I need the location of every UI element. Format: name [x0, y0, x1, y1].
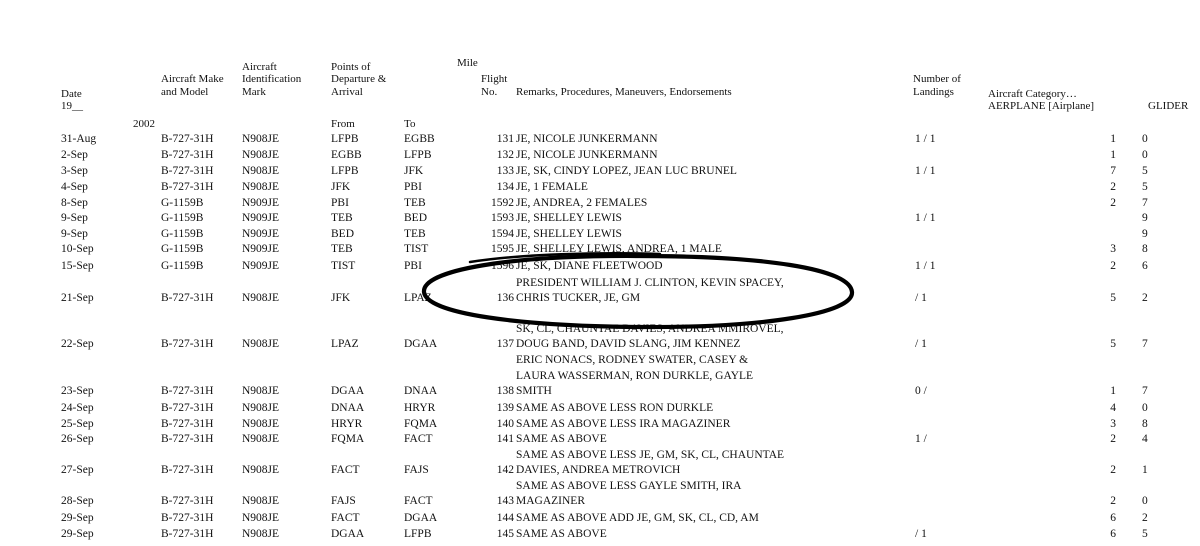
- mark-cell: N909JE: [242, 228, 280, 240]
- remarks-line: SAME AS ABOVE LESS RON DURKLE: [516, 402, 714, 414]
- glider-count-cell: 6: [1142, 260, 1148, 272]
- make-header: Aircraft Make: [161, 73, 224, 85]
- from-cell: LFPB: [331, 165, 359, 177]
- ident-header-2: Identification: [242, 73, 302, 85]
- category-count-cell: 2: [1110, 181, 1116, 193]
- landings-cell: 1 / 1: [915, 133, 936, 145]
- category-count-cell: 1: [1110, 133, 1116, 145]
- from-header: From: [331, 118, 355, 130]
- landings-header-2: Landings: [913, 86, 954, 98]
- remarks-line: SAME AS ABOVE LESS JE, GM, SK, CL, CHAUNTAE: [516, 448, 785, 461]
- to-cell: LFPB: [404, 149, 432, 161]
- to-cell: TEB: [404, 228, 426, 240]
- to-cell: DGAA: [404, 338, 438, 350]
- landings-cell: 1 / 1: [915, 165, 936, 177]
- glider-count-cell: 7: [1142, 338, 1148, 350]
- model-cell: B-727-31H: [161, 433, 214, 445]
- mark-cell: N909JE: [242, 212, 280, 224]
- category-count-cell: 5: [1110, 292, 1116, 304]
- to-cell: BED: [404, 212, 427, 224]
- points-header-3: Arrival: [331, 86, 363, 98]
- mark-cell: N908JE: [242, 418, 280, 430]
- flight-number-cell: 137: [496, 338, 514, 350]
- mark-cell: N908JE: [242, 165, 280, 177]
- landings-cell: / 1: [915, 292, 927, 304]
- mark-cell: N908JE: [242, 464, 280, 476]
- from-cell: JFK: [331, 292, 351, 304]
- to-cell: TEB: [404, 197, 426, 209]
- date-header-19: 19__: [61, 100, 83, 112]
- landings-header: Number of: [913, 73, 961, 85]
- remarks-line: JE, SHELLEY LEWIS: [516, 212, 622, 224]
- from-cell: FAJS: [331, 495, 356, 507]
- glider-count-cell: 7: [1142, 197, 1148, 209]
- date-cell: 9-Sep: [61, 212, 88, 224]
- date-cell: 25-Sep: [61, 418, 94, 430]
- date-cell: 29-Sep: [61, 528, 94, 540]
- glider-count-cell: 2: [1142, 292, 1148, 304]
- model-cell: B-727-31H: [161, 418, 214, 430]
- mark-cell: N908JE: [242, 181, 280, 193]
- date-cell: 4-Sep: [61, 181, 88, 193]
- remarks-line: MAGAZINER: [516, 495, 585, 507]
- landings-cell: / 1: [915, 528, 927, 540]
- to-cell: DNAA: [404, 385, 438, 397]
- to-header: To: [404, 118, 416, 130]
- flight-number-cell: 1592: [491, 197, 514, 209]
- model-cell: G-1159B: [161, 260, 204, 272]
- category-count-cell: 7: [1110, 165, 1116, 177]
- from-cell: LFPB: [331, 133, 359, 145]
- mark-cell: N908JE: [242, 528, 280, 540]
- remarks-line: SAME AS ABOVE ADD JE, GM, SK, CL, CD, AM: [516, 512, 759, 524]
- remarks-line: JE, ANDREA, 2 FEMALES: [516, 197, 648, 209]
- date-cell: 26-Sep: [61, 433, 94, 445]
- category-count-cell: 2: [1110, 260, 1116, 272]
- flight-number-cell: 1594: [491, 228, 514, 240]
- flight-number-cell: 131: [496, 133, 514, 145]
- remarks-line: SAME AS ABOVE: [516, 433, 607, 445]
- remarks-line: CHRIS TUCKER, JE, GM: [516, 292, 641, 304]
- date-cell: 31-Aug: [61, 133, 97, 145]
- mark-cell: N908JE: [242, 512, 280, 524]
- category-count-cell: 2: [1110, 495, 1116, 507]
- glider-count-cell: 5: [1142, 528, 1148, 540]
- model-cell: G-1159B: [161, 228, 204, 240]
- date-cell: 10-Sep: [61, 243, 94, 255]
- remarks-line: SAME AS ABOVE LESS IRA MAGAZINER: [516, 418, 731, 430]
- from-cell: FQMA: [331, 433, 365, 445]
- glider-count-cell: 9: [1142, 212, 1148, 224]
- from-cell: EGBB: [331, 149, 362, 161]
- flight-number-cell: 144: [496, 512, 514, 524]
- from-cell: JFK: [331, 181, 351, 193]
- category-count-cell: 1: [1110, 149, 1116, 161]
- glider-count-cell: 0: [1142, 133, 1148, 145]
- to-cell: DGAA: [404, 512, 438, 524]
- flight-header: Flight: [481, 73, 508, 85]
- remarks-line: SAME AS ABOVE LESS GAYLE SMITH, IRA: [516, 479, 742, 492]
- category-count-cell: 4: [1110, 402, 1116, 414]
- from-cell: TEB: [331, 243, 353, 255]
- mark-cell: N908JE: [242, 133, 280, 145]
- category-count-cell: 1: [1110, 385, 1116, 397]
- remarks-line: SK, CL, CHAUNTAE DAVIES, ANDREA MMIROVEL,: [516, 322, 784, 335]
- model-cell: B-727-31H: [161, 385, 214, 397]
- category-count-cell: 6: [1110, 512, 1116, 524]
- model-cell: B-727-31H: [161, 165, 214, 177]
- to-cell: FAJS: [404, 464, 429, 476]
- date-cell: 29-Sep: [61, 512, 94, 524]
- remarks-line: DAVIES, ANDREA METROVICH: [516, 464, 681, 476]
- to-cell: FQMA: [404, 418, 438, 430]
- from-cell: LPAZ: [331, 338, 359, 350]
- flight-number-cell: 1593: [491, 212, 514, 224]
- model-cell: B-727-31H: [161, 464, 214, 476]
- from-cell: DGAA: [331, 385, 365, 397]
- glider-count-cell: 5: [1142, 165, 1148, 177]
- remarks-line: LAURA WASSERMAN, RON DURKLE, GAYLE: [516, 369, 754, 382]
- date-header: Date: [61, 88, 82, 100]
- glider-count-cell: 5: [1142, 181, 1148, 193]
- glider-count-cell: 0: [1142, 495, 1148, 507]
- from-cell: PBI: [331, 197, 349, 209]
- date-cell: 24-Sep: [61, 402, 94, 414]
- points-header: Points of: [331, 61, 371, 73]
- flight-number-cell: 138: [496, 385, 514, 397]
- to-cell: LFPB: [404, 528, 432, 540]
- model-cell: B-727-31H: [161, 133, 214, 145]
- mark-cell: N909JE: [242, 197, 280, 209]
- date-cell: 2-Sep: [61, 149, 88, 161]
- flight-number-cell: 133: [496, 165, 514, 177]
- year-label: 2002: [133, 118, 155, 130]
- mark-cell: N909JE: [242, 243, 280, 255]
- mile-header: Mile: [457, 57, 478, 69]
- glider-count-cell: 8: [1142, 243, 1148, 255]
- remarks-line: DOUG BAND, DAVID SLANG, JIM KENNEZ: [516, 338, 741, 350]
- model-cell: B-727-31H: [161, 402, 214, 414]
- glider-count-cell: 9: [1142, 228, 1148, 240]
- flight-number-cell: 143: [496, 495, 514, 507]
- remarks-line: JE, SK, DIANE FLEETWOOD: [516, 260, 663, 272]
- category-count-cell: 2: [1110, 433, 1116, 445]
- remarks-line: JE, SHELLEY LEWIS: [516, 228, 622, 240]
- date-cell: 27-Sep: [61, 464, 94, 476]
- date-cell: 23-Sep: [61, 385, 94, 397]
- category-header-2: AERPLANE [Airplane]: [988, 100, 1095, 112]
- glider-count-cell: 1: [1142, 464, 1148, 476]
- flight-header-2: No.: [481, 86, 498, 98]
- to-cell: EGBB: [404, 133, 435, 145]
- model-cell: B-727-31H: [161, 495, 214, 507]
- glider-count-cell: 0: [1142, 402, 1148, 414]
- to-cell: PBI: [404, 181, 422, 193]
- date-cell: 21-Sep: [61, 292, 94, 304]
- from-cell: DNAA: [331, 402, 365, 414]
- landings-cell: 1 / 1: [915, 212, 936, 224]
- category-count-cell: 6: [1110, 528, 1116, 540]
- date-cell: 3-Sep: [61, 165, 88, 177]
- flight-number-cell: 134: [496, 181, 514, 193]
- category-count-cell: 5: [1110, 338, 1116, 350]
- date-cell: 8-Sep: [61, 197, 88, 209]
- remarks-line: JE, 1 FEMALE: [516, 181, 588, 193]
- make-header-2: and Model: [161, 86, 209, 98]
- from-cell: TIST: [331, 260, 356, 272]
- to-cell: JFK: [404, 165, 424, 177]
- remarks-header: Remarks, Procedures, Maneuvers, Endorsements: [516, 86, 732, 98]
- from-cell: TEB: [331, 212, 353, 224]
- landings-cell: 1 / 1: [915, 260, 936, 272]
- glider-count-cell: 2: [1142, 512, 1148, 524]
- category-count-cell: 2: [1110, 197, 1116, 209]
- remarks-line: JE, NICOLE JUNKERMANN: [516, 149, 658, 161]
- model-cell: G-1159B: [161, 243, 204, 255]
- from-cell: BED: [331, 228, 354, 240]
- to-cell: FACT: [404, 433, 433, 445]
- category-header: Aircraft Category…: [988, 88, 1077, 100]
- mark-cell: N908JE: [242, 149, 280, 161]
- from-cell: DGAA: [331, 528, 365, 540]
- flight-number-cell: 139: [496, 402, 514, 414]
- mark-cell: N908JE: [242, 292, 280, 304]
- glider-count-cell: 0: [1142, 149, 1148, 161]
- glider-count-cell: 4: [1142, 433, 1148, 445]
- glider-count-cell: 7: [1142, 385, 1148, 397]
- mark-cell: N909JE: [242, 260, 280, 272]
- model-cell: B-727-31H: [161, 338, 214, 350]
- flight-number-cell: 1595: [491, 243, 514, 255]
- model-cell: G-1159B: [161, 197, 204, 209]
- model-cell: B-727-31H: [161, 181, 214, 193]
- model-cell: G-1159B: [161, 212, 204, 224]
- to-cell: FACT: [404, 495, 433, 507]
- remarks-line: SAME AS ABOVE: [516, 528, 607, 540]
- cropped-next-row: [0, 540, 1200, 546]
- to-cell: TIST: [404, 243, 429, 255]
- flight-number-cell: 140: [496, 418, 514, 430]
- to-cell: PBI: [404, 260, 422, 272]
- ident-header: Aircraft: [242, 61, 277, 73]
- landings-cell: / 1: [915, 338, 927, 350]
- category-count-cell: 3: [1110, 418, 1116, 430]
- date-cell: 28-Sep: [61, 495, 94, 507]
- from-cell: FACT: [331, 512, 360, 524]
- from-cell: FACT: [331, 464, 360, 476]
- remarks-line: SMITH: [516, 385, 552, 397]
- flight-number-cell: 141: [496, 433, 514, 445]
- remarks-line: JE, NICOLE JUNKERMANN: [516, 133, 658, 145]
- mark-cell: N908JE: [242, 402, 280, 414]
- ident-header-3: Mark: [242, 86, 266, 98]
- flight-number-cell: 132: [496, 149, 514, 161]
- flight-number-cell: 145: [496, 528, 514, 540]
- model-cell: B-727-31H: [161, 528, 214, 540]
- remarks-line: ERIC NONACS, RODNEY SWATER, CASEY &: [516, 354, 749, 366]
- flight-number-cell: 136: [496, 292, 514, 304]
- model-cell: B-727-31H: [161, 149, 214, 161]
- model-cell: B-727-31H: [161, 512, 214, 524]
- remarks-line: PRESIDENT WILLIAM J. CLINTON, KEVIN SPACEY,: [516, 276, 784, 289]
- mark-cell: N908JE: [242, 385, 280, 397]
- points-header-2: Departure &: [331, 73, 387, 85]
- to-cell: LPAZ: [404, 292, 432, 304]
- remarks-line: JE, SK, CINDY LOPEZ, JEAN LUC BRUNEL: [516, 165, 737, 177]
- to-cell: HRYR: [404, 402, 436, 414]
- from-cell: HRYR: [331, 418, 363, 430]
- glider-header: GLIDER: [1148, 100, 1189, 112]
- date-cell: 9-Sep: [61, 228, 88, 240]
- mark-cell: N908JE: [242, 495, 280, 507]
- date-cell: 22-Sep: [61, 338, 94, 350]
- date-cell: 15-Sep: [61, 260, 94, 272]
- mark-cell: N908JE: [242, 433, 280, 445]
- flight-number-cell: 1596: [491, 260, 514, 272]
- landings-cell: 0 /: [915, 385, 927, 397]
- remarks-line: JE, SHELLEY LEWIS, ANDREA, 1 MALE: [516, 243, 722, 255]
- category-count-cell: 3: [1110, 243, 1116, 255]
- mark-cell: N908JE: [242, 338, 280, 350]
- model-cell: B-727-31H: [161, 292, 214, 304]
- flight-number-cell: 142: [496, 464, 514, 476]
- category-count-cell: 2: [1110, 464, 1116, 476]
- landings-cell: 1 /: [915, 433, 927, 445]
- glider-count-cell: 8: [1142, 418, 1148, 430]
